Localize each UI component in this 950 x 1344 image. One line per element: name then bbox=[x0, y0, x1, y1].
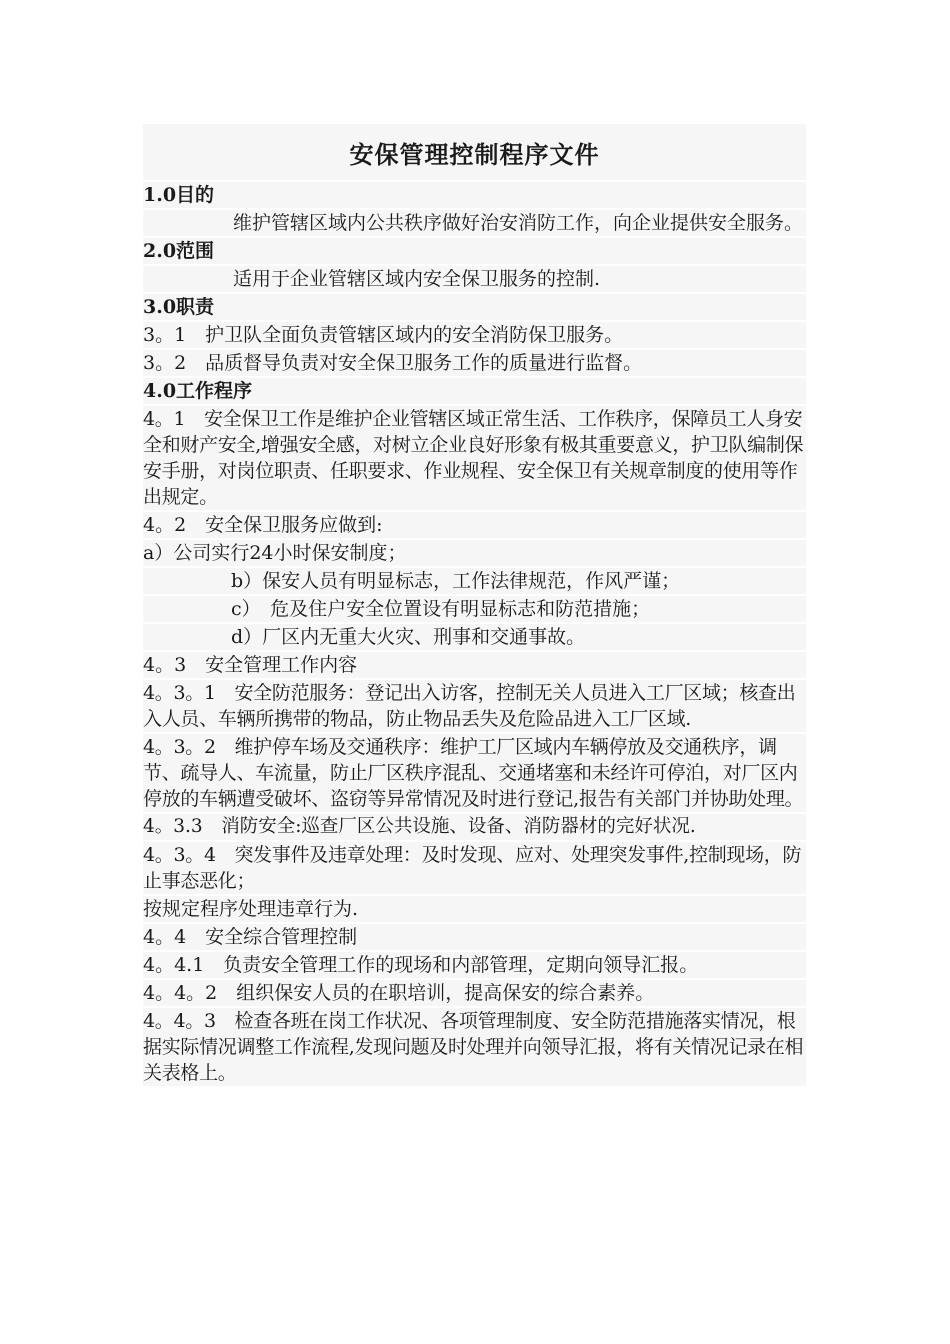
paragraph-p4_2a: a）公司实行24小时保安制度； bbox=[143, 540, 806, 566]
paragraph-p4_2b: b）保安人员有明显标志，工作法律规范，作风严谨； bbox=[143, 568, 806, 594]
paragraph-p3_1: 3。1 护卫队全面负责管辖区域内的安全消防保卫服务。 bbox=[143, 322, 806, 348]
paragraph-p4_4: 4。4 安全综合管理控制 bbox=[143, 924, 806, 950]
document-page bbox=[143, 124, 806, 1086]
paragraph-p4_2d: d）厂区内无重大火灾、刑事和交通事故。 bbox=[143, 624, 806, 650]
paragraph-p3_2: 3。2 品质督导负责对安全保卫服务工作的质量进行监督。 bbox=[143, 350, 806, 376]
paragraph-p4_2: 4。2 安全保卫服务应做到: bbox=[143, 512, 806, 538]
document-body bbox=[143, 182, 806, 1086]
section-heading-h3: 3.0职责 bbox=[143, 294, 806, 320]
paragraph-p4_3_4b: 按规定程序处理违章行为. bbox=[143, 896, 806, 922]
paragraph-p4_3_1: 4。3。1 安全防范服务：登记出入访客，控制无关人员进入工厂区域；核查出入人员、车辆所携带的物品，防止物品丢失及危险品进入工厂区域. bbox=[143, 680, 806, 732]
paragraph-p4_4_2: 4。4。2 组织保安人员的在职培训，提高保安的综合素养。 bbox=[143, 980, 806, 1006]
paragraph-p4_3_2: 4。3。2 维护停车场及交通秩序：维护工厂区域内车辆停放及交通秩序，调节、疏导人、车流量，防止厂区秩序混乱、交通堵塞和未经许可停泊，对厂区内停放的车辆遭受破坏、盗窃等异常情况及时进行登记,报告有关部门并协助处理。 bbox=[143, 734, 806, 812]
title-block bbox=[143, 124, 806, 180]
paragraph-p4_3_4: 4。3。4 突发事件及违章处理：及时发现、应对、处理突发事件,控制现场，防止事态恶化； bbox=[143, 842, 806, 894]
paragraph-p4_2c: c） 危及住户安全位置设有明显标志和防范措施； bbox=[143, 596, 806, 622]
paragraph-p2: 适用于企业管辖区域内安全保卫服务的控制. bbox=[143, 266, 806, 292]
section-heading-h2: 2.0范围 bbox=[143, 238, 806, 264]
paragraph-p4_4_1: 4。4.1 负责安全管理工作的现场和内部管理，定期向领导汇报。 bbox=[143, 952, 806, 978]
document-title: 安保管理控制程序文件 bbox=[349, 139, 600, 169]
paragraph-p4_3: 4。3 安全管理工作内容 bbox=[143, 652, 806, 678]
paragraph-p4_1: 4。1 安全保卫工作是维护企业管辖区域正常生活、工作秩序，保障员工人身安全和财产安全,增强安全感，对树立企业良好形象有极其重要意义，护卫队编制保安手册，对岗位职责、任职要求、作业规程、安全保卫有关规章制度的使用等作出规定。 bbox=[143, 406, 806, 510]
paragraph-p1: 维护管辖区域内公共秩序做好治安消防工作，向企业提供安全服务。 bbox=[143, 210, 806, 236]
paragraph-p4_4_3: 4。4。3 检查各班在岗工作状况、各项管理制度、安全防范措施落实情况，根据实际情况调整工作流程,发现问题及时处理并向领导汇报，将有关情况记录在相关表格上。 bbox=[143, 1008, 806, 1086]
paragraph-p4_3_3: 4。3.3 消防安全:巡查厂区公共设施、设备、消防器材的完好状况. bbox=[143, 814, 806, 840]
section-heading-h4: 4.0工作程序 bbox=[143, 378, 806, 404]
section-heading-h1: 1.0目的 bbox=[143, 182, 806, 208]
